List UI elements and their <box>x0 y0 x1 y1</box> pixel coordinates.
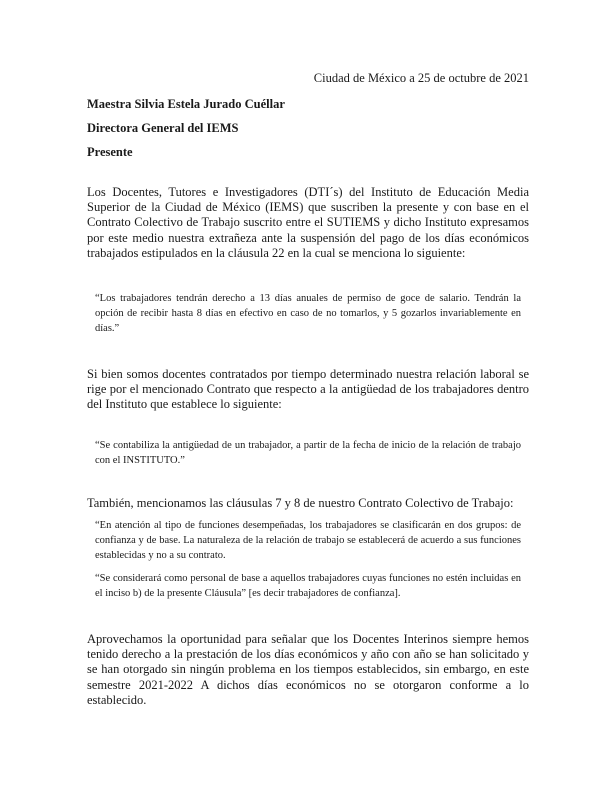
salutation: Presente <box>87 145 133 159</box>
antiguedad-paragraph: Si bien somos docentes contratados por tiempo determinado nuestra relación laboral se rige por el mencionado Contrato que respecto a la antigüedad de los trabajadores dentro del Instituto que establece lo siguiente: <box>87 367 529 412</box>
closing-paragraph: Aprovechamos la oportunidad para señalar que los Docentes Interinos siempre hemos tenido derecho a la prestación de los días económicos y año con año se han solicitado y se han otorgado sin ningún problema en los tiempos establecidos, sin embargo, en este semestre 2021-2022 A dichos días económicos no se otorgaron conforme a lo establecido. <box>87 632 529 707</box>
recipient-name: Maestra Silvia Estela Jurado Cuéllar <box>87 97 285 111</box>
quote-clause-8: “Se considerará como personal de base a aquellos trabajadores cuyas funciones no estén incluidas en el inciso b) de la presente Cláusula” [es decir trabajadores de confianza]. <box>95 573 521 599</box>
date-line: Ciudad de México a 25 de octubre de 2021 <box>313 71 529 85</box>
quote-clause-22: “Los trabajadores tendrán derecho a 13 días anuales de permiso de goce de salario. Tendrán la opción de recibir hasta 8 días en efectivo en caso de no tomarlos, y 5 gozarlos invariablemente en días.” <box>95 293 521 334</box>
clausulas-intro-paragraph: También, mencionamos las cláusulas 7 y 8 de nuestro Contrato Colectivo de Trabajo: <box>87 496 514 510</box>
intro-paragraph: Los Docentes, Tutores e Investigadores (DTI´s) del Instituto de Educación Media Superior de la Ciudad de México (IEMS) que suscriben la presente y con base en el Contrato Colectivo de Trabajo suscrito entre el SUTIEMS y dicho Instituto expresamos por este medio nuestra extrañeza ante la suspensión del pago de los días económicos trabajados estipulados en la cláusula 22 en la cual se menciona lo siguiente: <box>87 185 529 260</box>
quote-antiguedad: “Se contabiliza la antigüedad de un trabajador, a partir de la fecha de inicio de la relación de trabajo con el INSTITUTO.” <box>95 440 521 466</box>
quote-clause-7: “En atención al tipo de funciones desempeñadas, los trabajadores se clasificarán en dos grupos: de confianza y de base. La naturaleza de la relación de trabajo se establecerá de acuerdo a sus funciones establecidas y no a su contrato. <box>95 520 521 561</box>
recipient-title: Directora General del IEMS <box>87 121 239 135</box>
